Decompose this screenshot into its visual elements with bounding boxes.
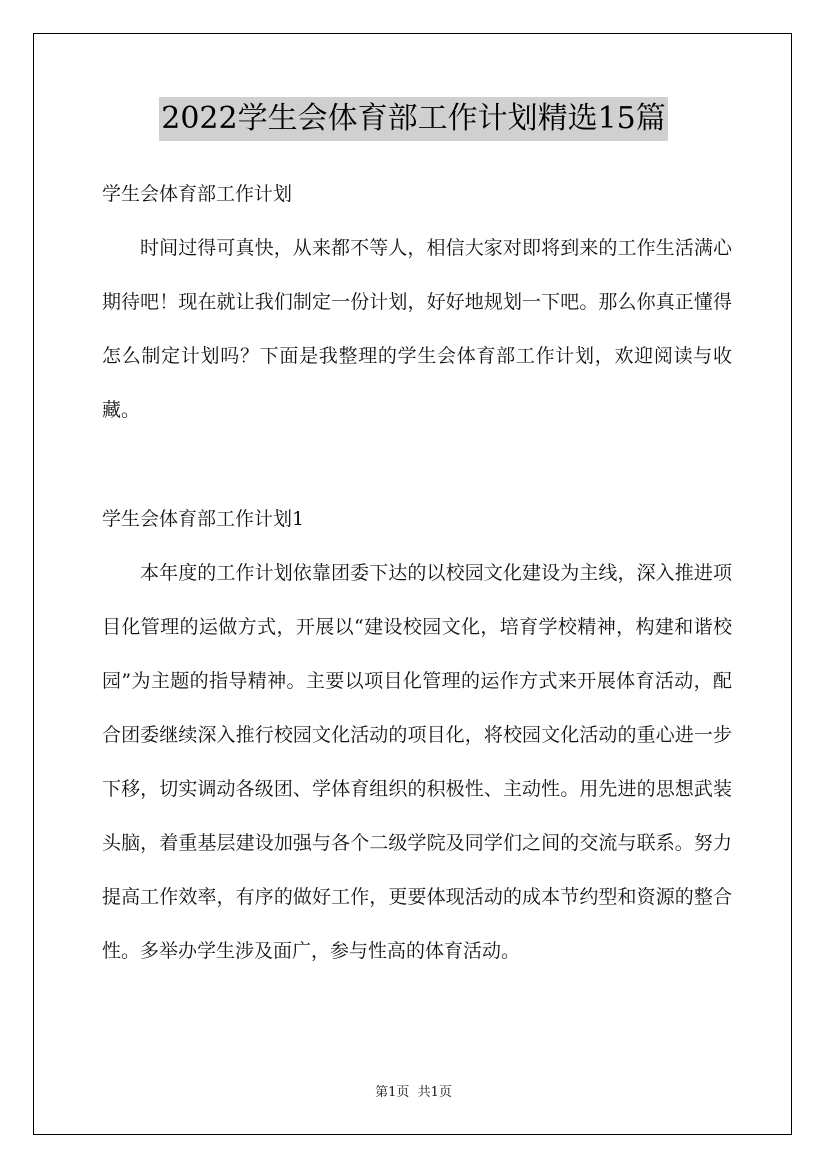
- title-container: [0, 97, 827, 141]
- section-heading: 学生会体育部工作计划: [102, 183, 293, 205]
- document-title: 2022学生会体育部工作计划精选15篇: [159, 97, 668, 141]
- page-footer: 第1页 共1页: [375, 1085, 452, 1100]
- intro-paragraph: 时间过得可真快，从来都不等人，相信大家对即将到来的工作生活满心期待吧！现在就让我们制定一份计划，好好地规划一下吧。那么你真正懂得怎么制定计划吗？下面是我整理的学生会体育部工作计划，欢迎阅读与收藏。: [102, 237, 732, 421]
- plan1-paragraph: 本年度的工作计划依靠团委下达的以校园文化建设为主线，深入推进项目化管理的运做方式，开展以“建设校园文化，培育学校精神，构建和谐校园”为主题的指导精神。主要以项目化管理的运作方式来开展体育活动，配合团委继续深入推行校园文化活动的项目化，将校园文化活动的重心进一步下移，切实调动各级团、学体育组织的积极性、主动性。用先进的思想武装头脑，着重基层建设加强与各个二级学院及同学们之间的交流与联系。努力提高工作效率，有序的做好工作，更要体现活动的成本节约型和资源的整合性。多举办学生涉及面广，参与性高的体育活动。: [102, 562, 732, 962]
- plan1-heading: 学生会体育部工作计划1: [102, 508, 305, 530]
